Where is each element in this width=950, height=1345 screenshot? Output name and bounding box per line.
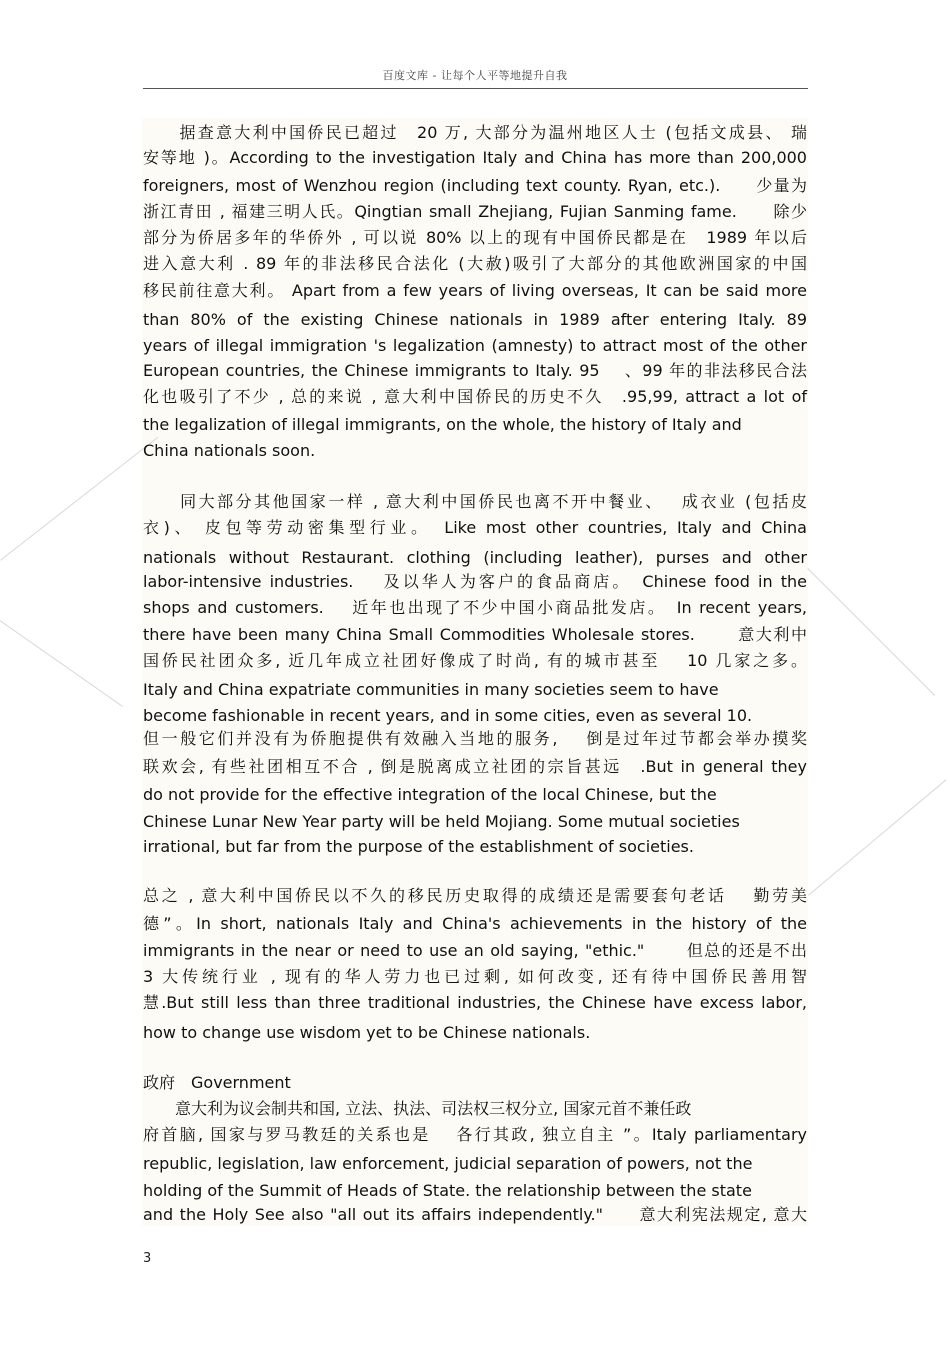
text-line: 意大利为议会制共和国, 立法、执法、司法权三权分立, 国家元首不兼任政: [143, 1099, 692, 1118]
text-line: republic, legislation, law enforcement, judicial separation of powers, not the: [143, 1154, 753, 1173]
text-line: 慧.But still less than three traditional industries, the Chinese have excess labor,: [143, 993, 808, 1012]
text-line: foreigners, most of Wenzhou region (including text county. Ryan, etc.). 少量为: [143, 176, 807, 195]
watermark-line: [0, 620, 123, 707]
text-line: 进入意大利 . 89 年的非法移民合法化 (大赦)吸引了大部分的其他欧洲国家的中国: [143, 254, 807, 273]
text-line: become fashionable in recent years, and in some cities, even as several 10.: [143, 706, 753, 725]
text-line: 浙江青田 , 福建三明人氏。Qingtian small Zhejiang, Fujian Sanming fame. 除少: [143, 202, 807, 221]
text-line: how to change use wisdom yet to be Chinese nationals.: [143, 1023, 591, 1042]
watermark-line: [808, 779, 947, 895]
text-line: 但一般它们并没有为侨胞提供有效融入当地的服务, 倒是过年过节都会举办摸奖: [143, 729, 807, 748]
text-line: nationals without Restaurant. clothing (including leather), purses and other: [143, 548, 807, 567]
text-line: 部分为侨居多年的华侨外 , 可以说 80% 以上的现有中国侨民都是在 1989 年以后: [143, 228, 807, 247]
text-line: 同大部分其他国家一样 , 意大利中国侨民也离不开中餐业、 成衣业 (包括皮: [143, 492, 807, 511]
section-heading: 政府 Government: [143, 1073, 291, 1092]
text-line: 移民前往意大利。 Apart from a few years of living overseas, It can be said more: [143, 281, 807, 300]
text-line: Italy and China expatriate communities in many societies seem to have: [143, 680, 719, 699]
text-line: than 80% of the existing Chinese nationals in 1989 after entering Italy. 89: [143, 310, 807, 329]
text-line: there have been many China Small Commodities Wholesale stores. 意大利中: [143, 625, 807, 644]
text-line: holding of the Summit of Heads of State. the relationship between the state: [143, 1181, 752, 1200]
text-line: 府首脑, 国家与罗马教廷的关系也是 各行其政, 独立自主 ”。Italy parliamentary: [143, 1125, 807, 1144]
text-line: Chinese Lunar New Year party will be held Mojiang. Some mutual societies: [143, 812, 740, 831]
text-line: 衣)、 皮包等劳动密集型行业。 Like most other countries, Italy and China: [143, 518, 807, 537]
text-line: immigrants in the near or need to use an old saying, "ethic." 但总的还是不出: [143, 941, 807, 960]
text-line: 联欢会, 有些社团相互不合 , 倒是脱离成立社团的宗旨甚远 .But in general they: [143, 757, 807, 776]
text-line: years of illegal immigration 's legalization (amnesty) to attract most of the other: [143, 336, 807, 355]
text-line: 据查意大利中国侨民已超过 20 万, 大部分为温州地区人士 (包括文成县、 瑞: [143, 123, 807, 142]
page-number: 3: [143, 1251, 152, 1266]
text-line: 3 大传统行业 , 现有的华人劳力也已过剩, 如何改变, 还有待中国侨民善用智: [143, 967, 807, 986]
text-line: 国侨民社团众多, 近几年成立社团好像成了时尚, 有的城市甚至 10 几家之多。: [143, 651, 807, 670]
text-line: irrational, but far from the purpose of the establishment of societies.: [143, 837, 694, 856]
text-line: 德”。In short, nationals Italy and China's achievements in the history of the: [143, 914, 807, 933]
text-line: labor-intensive industries. 及以华人为客户的食品商店。 Chinese food in the: [143, 572, 807, 591]
text-line: 安等地 )。According to the investigation Italy and China has more than 200,000: [143, 148, 807, 167]
text-line: European countries, the Chinese immigrants to Italy. 95 、99 年的非法移民合法: [143, 361, 807, 380]
text-line: shops and customers. 近年也出现了不少中国小商品批发店。 In recent years,: [143, 598, 807, 617]
watermark-line: [807, 568, 935, 696]
header-divider: [143, 88, 808, 89]
text-line: the legalization of illegal immigrants, on the whole, the history of Italy and: [143, 415, 742, 434]
text-line: 化也吸引了不少 , 总的来说 , 意大利中国侨民的历史不久 .95,99, attract a lot of: [143, 387, 807, 406]
watermark-line: [0, 437, 158, 561]
text-line: and the Holy See also "all out its affairs independently." 意大利宪法规定, 意大: [143, 1205, 807, 1224]
text-line: 总之 , 意大利中国侨民以不久的移民历史取得的成绩还是需要套句老话 勤劳美: [143, 886, 807, 905]
text-line: do not provide for the effective integration of the local Chinese, but the: [143, 785, 717, 804]
page-header: 百度文库 - 让每个人平等地提升自我: [382, 69, 568, 82]
text-line: China nationals soon.: [143, 441, 316, 460]
